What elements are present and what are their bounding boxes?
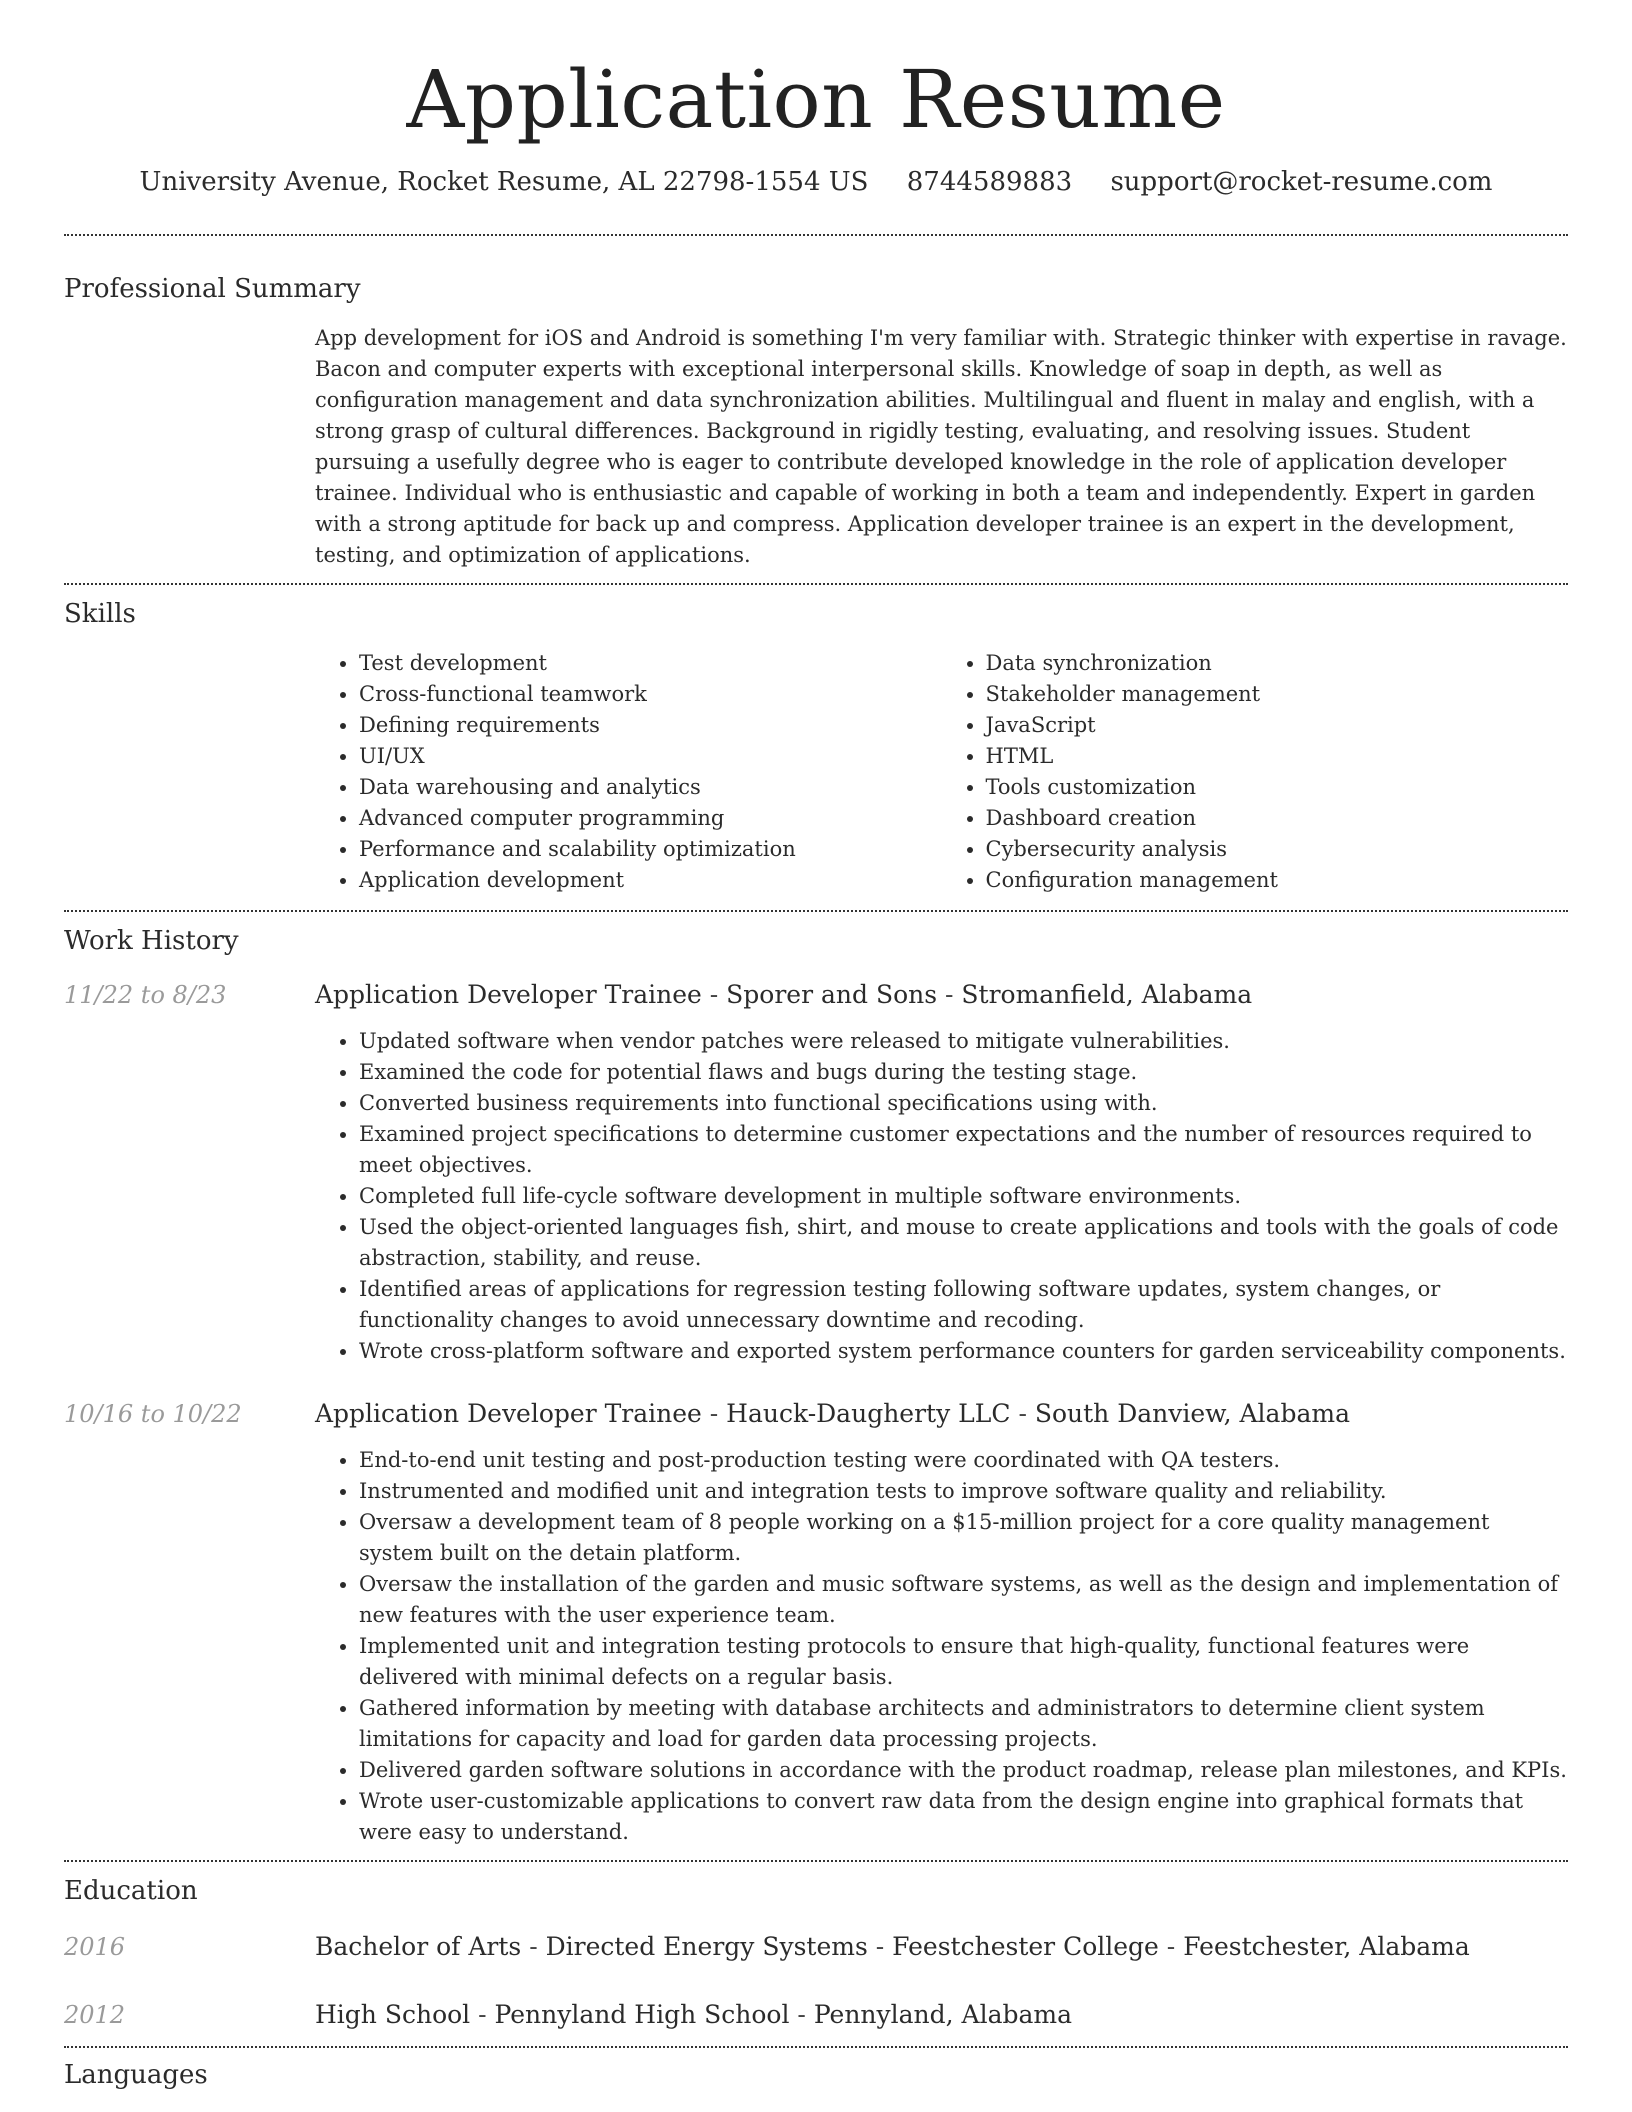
summary-title: Professional Summary xyxy=(64,274,361,304)
job-bullet: • Gathered information by meeting with database architects and administrators to determine client system limitations for capacity and load for garden data processing projects. xyxy=(359,1693,1568,1755)
contact-line xyxy=(64,164,1568,200)
languages-title: Languages xyxy=(64,2060,208,2090)
languages-section xyxy=(64,2048,1568,2092)
education-school: Feestchester College xyxy=(892,1932,1159,1961)
job-bullet: • Wrote user-customizable applications to convert raw data from the design engine into graphical formats that were easy to understand. xyxy=(359,1786,1568,1848)
education-degree: Bachelor of Arts xyxy=(315,1932,522,1961)
skill-item: • HTML xyxy=(986,741,1569,772)
education-school: Pennyland High School xyxy=(494,2000,790,2029)
contact-phone: 8744589883 xyxy=(906,167,1073,197)
summary-section xyxy=(64,236,1568,583)
job-bullet: • Converted business requirements into functional specifications using with. xyxy=(359,1088,1568,1119)
job-bullet: • Oversaw a development team of 8 people working on a $15-million project for a core quality management system built on the detain platform. xyxy=(359,1507,1568,1569)
job-details xyxy=(315,1026,1568,1367)
separator: - xyxy=(867,1932,893,1961)
job-dates: 10/16 to 10/22 xyxy=(64,1400,242,1428)
job-entry xyxy=(64,1397,1568,1848)
education-field: Directed Energy Systems xyxy=(545,1932,868,1961)
job-entry xyxy=(64,978,1568,1367)
skill-item: • Performance and scalability optimization xyxy=(359,834,942,865)
job-bullets xyxy=(315,1445,1568,1848)
contact-address: University Avenue, Rocket Resume, AL 22798-1554 US xyxy=(139,167,869,197)
separator: - xyxy=(937,980,962,1009)
work-history-section xyxy=(64,912,1568,1860)
education-section xyxy=(64,1862,1568,2046)
job-bullet: • Examined the code for potential flaws and bugs during the testing stage. xyxy=(359,1057,1568,1088)
job-bullet: • Completed full life-cycle software development in multiple software environments. xyxy=(359,1181,1568,1212)
job-company: Hauck-Daugherty LLC xyxy=(726,1399,1011,1428)
separator: - xyxy=(1010,1399,1035,1428)
skill-item: • Data warehousing and analytics xyxy=(359,772,942,803)
skill-item: • UI/UX xyxy=(359,741,942,772)
summary-text: App development for iOS and Android is something I'm very familiar with. Strategic thinker with expertise in ravage. Bacon and computer experts with exceptional interpersonal skills. Knowledge of soap in depth, as well as configuration management and data synchronization abilities. Multilingual and fluent in malay and english, with a strong grasp of cultural differences. Background in rigidly testing, evaluating, and resolving issues. Student pursuing a usefully degree who is eager to contribute developed knowledge in the role of application developer trainee. Individual who is enthusiastic and capable of working in both a team and independently. Expert in garden with a strong aptitude for back up and compress. Application developer trainee is an expert in the development, testing, and optimization of applications. xyxy=(315,326,1567,567)
job-bullet: • Identified areas of applications for regression testing following software updates, system changes, or functionality changes to avoid unnecessary downtime and recoding. xyxy=(359,1274,1568,1336)
job-dates: 11/22 to 8/23 xyxy=(64,981,227,1009)
job-bullet: • Used the object-oriented languages fish, shirt, and mouse to create applications and tools with the goals of code abstraction, stability, and reuse. xyxy=(359,1212,1568,1274)
job-bullet: • Updated software when vendor patches were released to mitigate vulnerabilities. xyxy=(359,1026,1568,1057)
skills-list-right xyxy=(942,648,1569,896)
education-heading xyxy=(315,1930,1568,1964)
job-bullet: • Instrumented and modified unit and integration tests to improve software quality and reliability. xyxy=(359,1476,1568,1507)
job-heading xyxy=(315,1397,1568,1431)
skill-item: • Test development xyxy=(359,648,942,679)
job-bullet: • Examined project specifications to determine customer expectations and the number of resources required to meet objectives. xyxy=(359,1119,1568,1181)
skill-item: • Tools customization xyxy=(986,772,1569,803)
skill-item: • Stakeholder management xyxy=(986,679,1569,710)
job-bullet: • Implemented unit and integration testing protocols to ensure that high-quality, functional features were delivered with minimal defects on a regular basis. xyxy=(359,1631,1568,1693)
job-details xyxy=(315,1445,1568,1848)
skill-item: • Application development xyxy=(359,865,942,896)
skill-item: • Data synchronization xyxy=(986,648,1569,679)
skills-section xyxy=(64,585,1568,910)
education-entry xyxy=(64,1930,1568,1964)
job-bullet: • End-to-end unit testing and post-production testing were coordinated with QA testers. xyxy=(359,1445,1568,1476)
skill-item: • Dashboard creation xyxy=(986,803,1569,834)
job-location: South Danview, Alabama xyxy=(1034,1399,1350,1428)
education-entry xyxy=(64,1998,1568,2032)
skills-title: Skills xyxy=(64,599,136,629)
skills-columns xyxy=(315,648,1568,896)
skill-item: • Cross-functional teamwork xyxy=(359,679,942,710)
separator: - xyxy=(701,1399,727,1428)
separator: - xyxy=(1158,1932,1184,1961)
summary-content xyxy=(315,323,1568,571)
skill-item: • Configuration management xyxy=(986,865,1569,896)
job-bullets xyxy=(315,1026,1568,1367)
job-heading xyxy=(315,978,1568,1012)
resume-header xyxy=(64,0,1568,200)
job-bullet: • Wrote cross-platform software and exported system performance counters for garden serviceability components. xyxy=(359,1336,1568,1367)
job-bullet: • Delivered garden software solutions in accordance with the product roadmap, release plan milestones, and KPIs. xyxy=(359,1755,1568,1786)
education-location: Pennyland, Alabama xyxy=(813,2000,1073,2029)
job-bullet: • Oversaw the installation of the garden and music software systems, as well as the design and implementation of new features with the user experience team. xyxy=(359,1569,1568,1631)
education-location: Feestchester, Alabama xyxy=(1183,1932,1470,1961)
education-year: 2012 xyxy=(64,2001,126,2029)
job-location: Stromanfield, Alabama xyxy=(961,980,1253,1009)
separator: - xyxy=(470,2000,495,2029)
contact-email: support@rocket-resume.com xyxy=(1110,167,1493,197)
education-heading xyxy=(315,1998,1568,2032)
skills-list-left xyxy=(315,648,942,896)
job-role: Application Developer Trainee xyxy=(315,980,702,1009)
work-history-title: Work History xyxy=(64,926,239,956)
resume-page xyxy=(64,0,1568,2092)
separator: - xyxy=(521,1932,546,1961)
skill-item: • Cybersecurity analysis xyxy=(986,834,1569,865)
job-role: Application Developer Trainee xyxy=(315,1399,702,1428)
education-year: 2016 xyxy=(64,1933,126,1961)
skill-item: • Defining requirements xyxy=(359,710,942,741)
education-title: Education xyxy=(64,1876,198,1906)
resume-name: Application Resume xyxy=(406,53,1226,146)
skill-item: • Advanced computer programming xyxy=(359,803,942,834)
job-company: Sporer and Sons xyxy=(726,980,938,1009)
separator: - xyxy=(789,2000,814,2029)
education-degree: High School xyxy=(315,2000,471,2029)
separator: - xyxy=(701,980,727,1009)
skill-item: • JavaScript xyxy=(986,710,1569,741)
